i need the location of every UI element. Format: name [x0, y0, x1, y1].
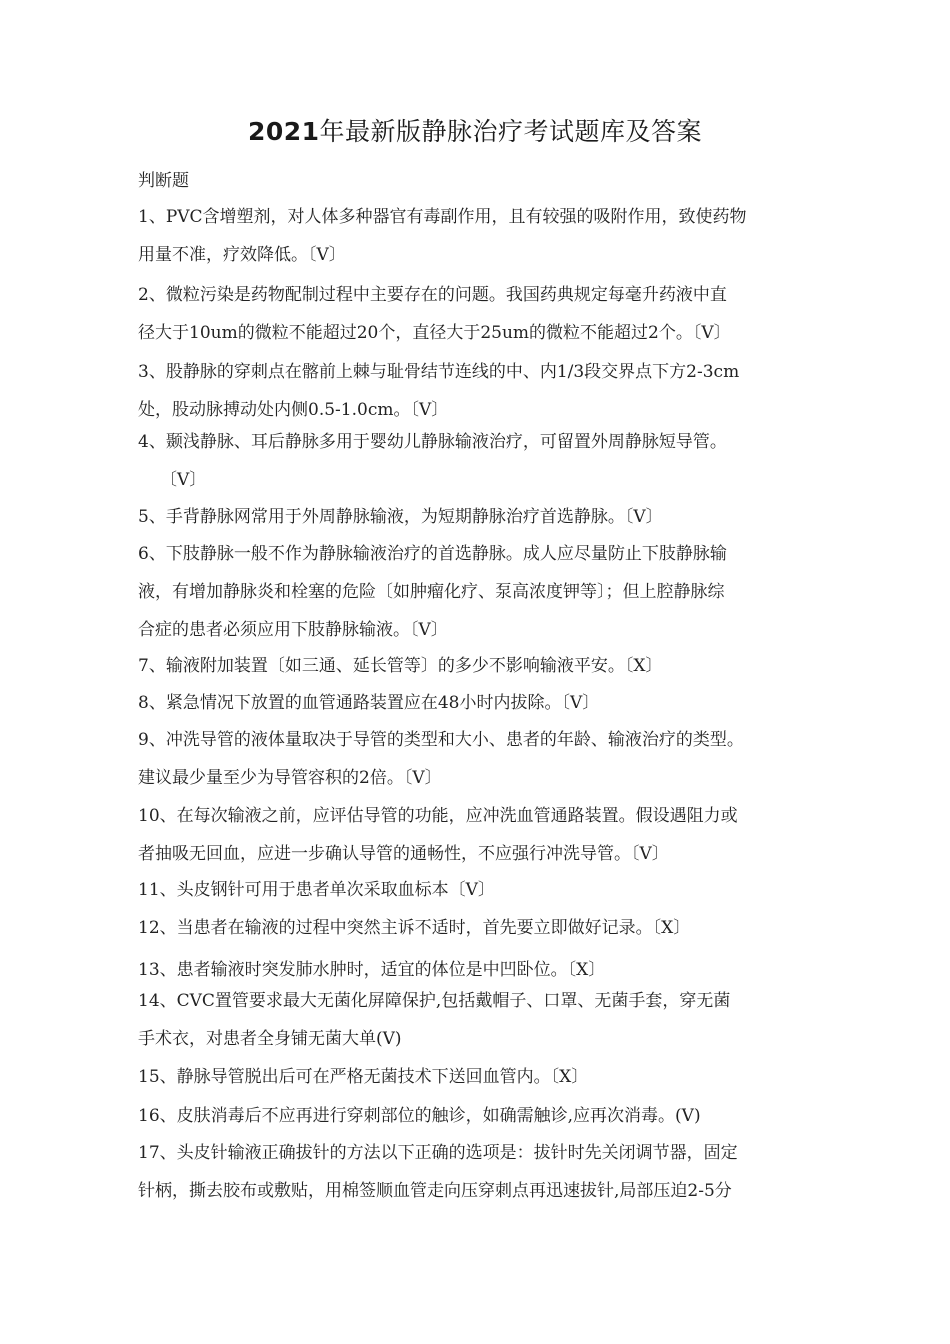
question-line: 3、股静脉的穿刺点在髂前上棘与耻骨结节连线的中、内1/3段交界点下方2-3cm	[138, 362, 740, 382]
question-1	[138, 198, 818, 274]
question-line: 〔V〕	[160, 470, 207, 490]
question-line: 手术衣，对患者全身铺无菌大单(V)	[138, 1029, 402, 1049]
question-3	[138, 353, 818, 429]
question-16	[138, 1097, 818, 1135]
question-6	[138, 535, 818, 649]
question-4	[138, 423, 818, 499]
question-5	[138, 498, 818, 536]
question-line: 11、头皮钢针可用于患者单次采取血标本〔V〕	[138, 880, 495, 900]
question-line: 6、下肢静脉一般不作为静脉输液治疗的首选静脉。成人应尽量防止下肢静脉输	[138, 544, 727, 564]
question-line: 1、PVC含增塑剂，对人体多种器官有毒副作用，且有较强的吸附作用，致使药物	[138, 207, 747, 227]
document-title	[0, 112, 950, 148]
question-line: 针柄，撕去胶布或敷贴，用棉签顺血管走向压穿刺点再迅速拔针,局部压迫2-5分	[138, 1181, 732, 1201]
question-7	[138, 647, 818, 685]
question-15	[138, 1058, 818, 1096]
question-10	[138, 797, 818, 873]
question-line: 15、静脉导管脱出后可在严格无菌技术下送回血管内。〔X〕	[138, 1067, 589, 1087]
question-14	[138, 982, 818, 1058]
title-text: 年最新版静脉治疗考试题库及答案	[319, 117, 703, 146]
question-line: 10、在每次输液之前，应评估导管的功能，应冲洗血管通路装置。假设遇阻力或	[138, 806, 738, 826]
question-line: 合症的患者必须应用下肢静脉输液。〔V〕	[138, 620, 448, 640]
question-8	[138, 684, 818, 722]
question-12	[138, 909, 818, 947]
question-line: 9、冲洗导管的液体量取决于导管的类型和大小、患者的年龄、输液治疗的类型。	[138, 730, 744, 750]
question-line: 径大于10um的微粒不能超过20个，直径大于25um的微粒不能超过2个。〔V〕	[138, 323, 731, 343]
question-line: 者抽吸无回血，应进一步确认导管的通畅性，不应强行冲洗导管。〔V〕	[138, 844, 669, 864]
question-line: 14、CVC置管要求最大无菌化屏障保护,包括戴帽子、口罩、无菌手套，穿无菌	[138, 991, 731, 1011]
question-line: 处，股动脉搏动处内侧0.5-1.0cm。〔V〕	[138, 400, 449, 420]
question-line: 16、皮肤消毒后不应再进行穿刺部位的触诊，如确需触诊,应再次消毒。(V)	[138, 1106, 701, 1126]
question-2	[138, 276, 818, 352]
question-line: 建议最少量至少为导管容积的2倍。〔V〕	[138, 768, 442, 788]
title-year: 2021	[247, 117, 320, 146]
question-line: 5、手背静脉网常用于外周静脉输液，为短期静脉治疗首选静脉。〔V〕	[138, 507, 663, 527]
question-11	[138, 871, 818, 909]
question-line: 17、头皮针输液正确拔针的方法以下正确的选项是：拔针时先关闭调节器，固定	[138, 1143, 738, 1163]
question-line: 13、患者输液时突发肺水肿时，适宜的体位是中凹卧位。〔X〕	[138, 960, 606, 980]
question-line: 液，有增加静脉炎和栓塞的危险〔如肿瘤化疗、泵高浓度钾等〕；但上腔静脉综	[138, 582, 725, 602]
question-line: 2、微粒污染是药物配制过程中主要存在的问题。我国药典规定每毫升药液中直	[138, 285, 727, 305]
question-17	[138, 1134, 818, 1210]
question-9	[138, 721, 818, 797]
question-line: 12、当患者在输液的过程中突然主诉不适时，首先要立即做好记录。〔X〕	[138, 918, 691, 938]
question-line: 8、紧急情况下放置的血管通路装置应在48小时内拔除。〔V〕	[138, 693, 600, 713]
question-line: 4、颞浅静脉、耳后静脉多用于婴幼儿静脉输液治疗，可留置外周静脉短导管。	[138, 432, 727, 452]
section-heading: 判断题	[138, 171, 189, 191]
question-line: 用量不准，疗效降低。〔V〕	[138, 245, 346, 265]
question-line: 7、输液附加装置〔如三通、延长管等〕的多少不影响输液平安。〔X〕	[138, 656, 663, 676]
